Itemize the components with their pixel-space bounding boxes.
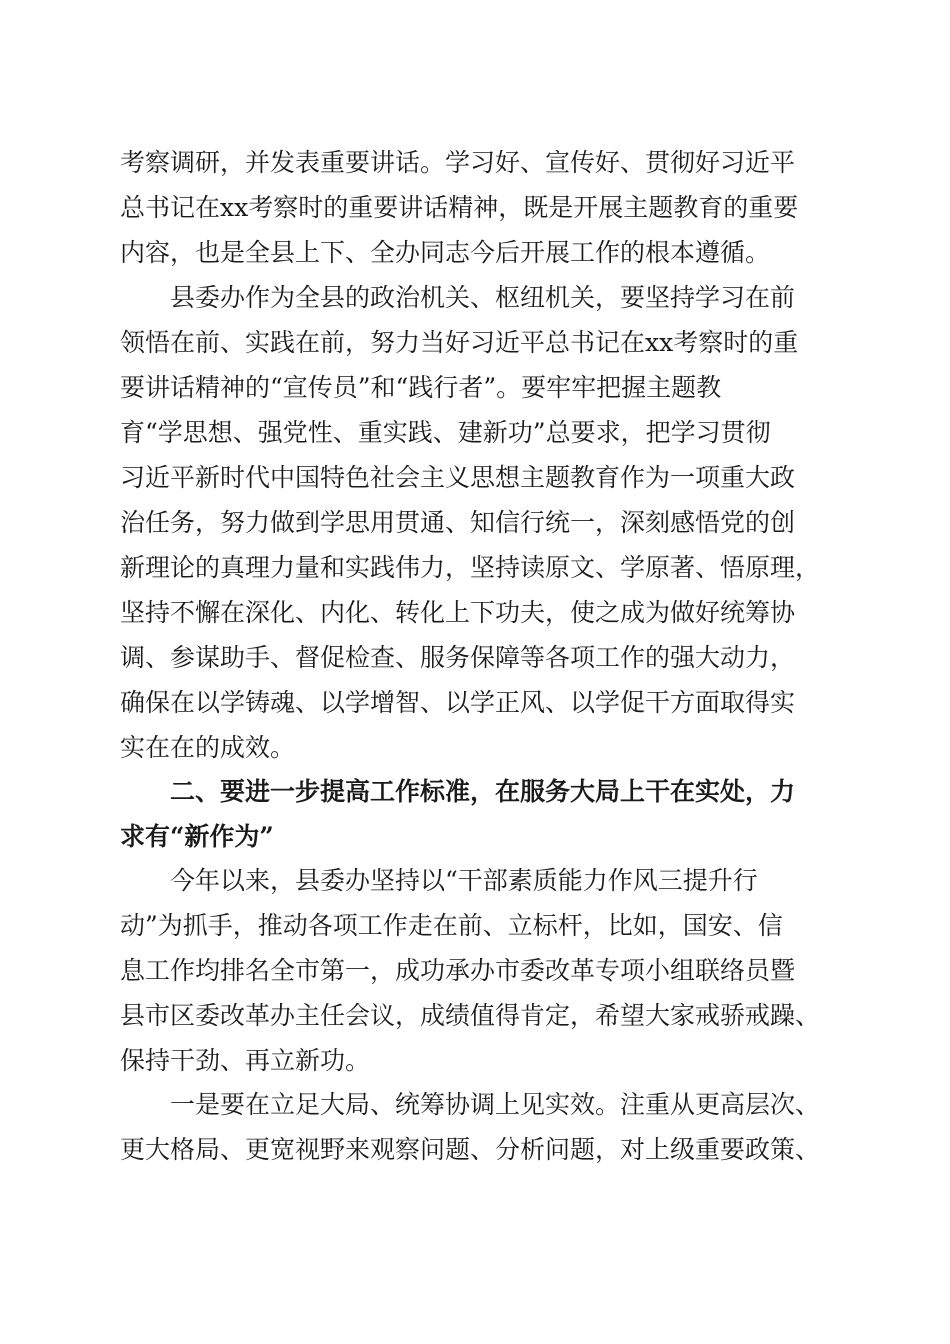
text-line: 考察调研，并发表重要讲话。学习好、宣传好、贯彻好习近平 (120, 148, 796, 177)
text-line: 习近平新时代中国特色社会主义思想主题教育作为一项重大政 (120, 463, 796, 492)
heading-line: 二、要进一步提高工作标准，在服务大局上干在实处，力 (170, 777, 796, 806)
text-line: 治任务，努力做到学思用贯通、知信行统一，深刻感悟党的创 (120, 508, 796, 537)
text-line: 确保在以学铸魂、以学增智、以学正风、以学促干方面取得实 (120, 688, 796, 717)
text-line: 息工作均排名全市第一，成功承办市委改革专项小组联络员暨 (120, 956, 796, 985)
text-line: 调、参谋助手、督促检查、服务保障等各项工作的强大动力， (120, 643, 796, 672)
text-line: 今年以来，县委办坚持以“干部素质能力作风三提升行 (170, 866, 758, 895)
text-line: 坚持不懈在深化、内化、转化上下功夫，使之成为做好统筹协 (120, 598, 796, 627)
text-line: 总书记在xx考察时的重要讲话精神，既是开展主题教育的重要 (120, 193, 799, 222)
text-line: 县市区委改革办主任会议，成绩值得肯定，希望大家戒骄戒躁、 (120, 1001, 821, 1030)
text-line: 一是要在立足大局、统筹协调上见实效。注重从更高层次、 (170, 1090, 821, 1119)
text-line: 育“学思想、强党性、重实践、建新功”总要求，把学习贯彻 (120, 418, 771, 447)
text-line: 实在在的成效。 (120, 733, 296, 762)
heading-line: 求有“新作为” (120, 822, 274, 851)
text-line: 新理论的真理力量和实践伟力，坚持读原文、学原著、悟原理， (120, 553, 821, 582)
text-line: 更大格局、更宽视野来观察问题、分析问题，对上级重要政策、 (120, 1135, 821, 1164)
text-line: 要讲话精神的“宣传员”和“践行者”。要牢牢把握主题教 (120, 373, 722, 402)
text-line: 保持干劲、再立新功。 (120, 1046, 371, 1075)
text-line: 动”为抓手，推动各项工作走在前、立标杆，比如，国安、信 (120, 911, 783, 940)
text-line: 内容，也是全县上下、全办同志今后开展工作的根本遵循。 (120, 238, 771, 267)
text-line: 领悟在前、实践在前，努力当好习近平总书记在xx考察时的重 (120, 328, 799, 357)
text-line: 县委办作为全县的政治机关、枢纽机关，要坚持学习在前 (170, 283, 796, 312)
